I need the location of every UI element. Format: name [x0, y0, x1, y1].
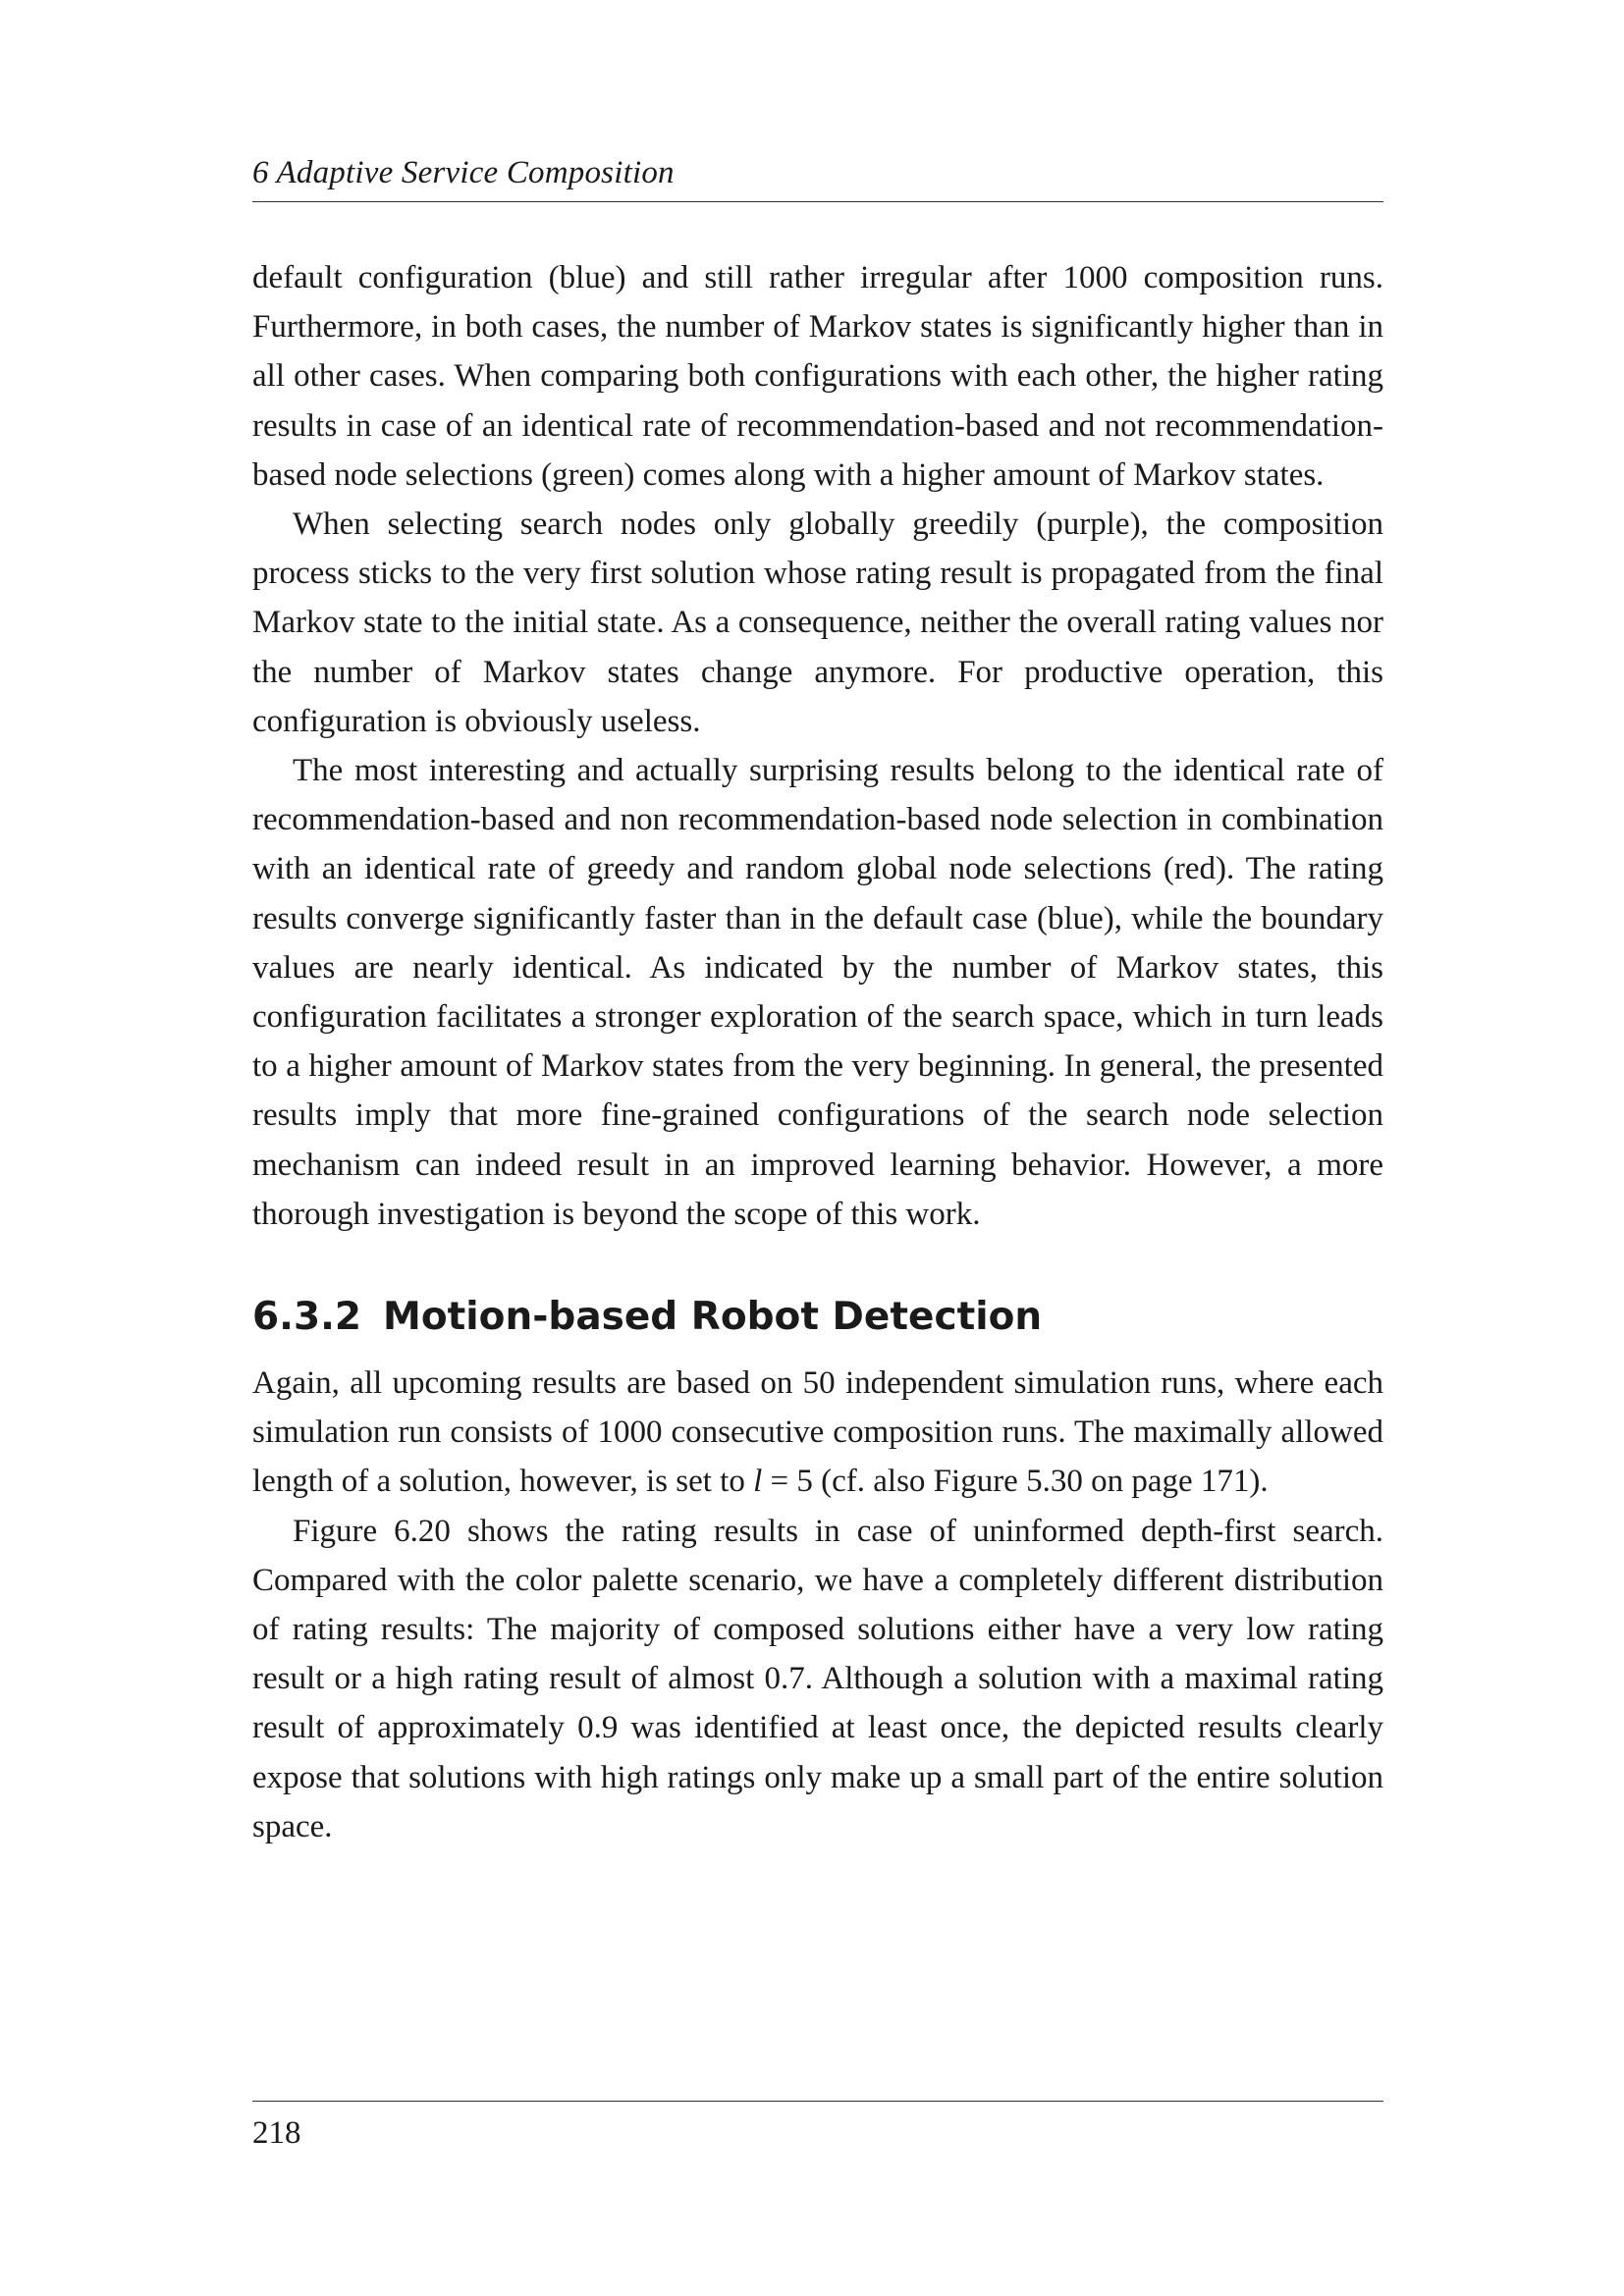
body-text: [252, 253, 1383, 1851]
paragraph-interesting-results: The most interesting and actually surprising results belong to the identical rate of recommendation-based and non recommendation-based node selection in combination with an identical rate of greedy and random global node selections (red). The rating results converge significantly faster than in the default case (blue), while the boundary values are nearly identical. As indicated by the number of Markov states, this configuration facilitates a stronger exploration of the search space, which in turn leads to a higher amount of Markov states from the very beginning. In general, the presented results imply that more fine-grained configurations of the search node selection mechanism can indeed result in an improved learning behavior. However, a more thorough investigation is beyond the scope of this work.: [252, 753, 1383, 1232]
page-header: [252, 152, 1383, 202]
section-heading: [252, 1293, 1383, 1342]
page-footer: [252, 2101, 1383, 2151]
setup-text-end: = 5 (cf. also Figure 5.30 on page 171).: [762, 1464, 1269, 1500]
paragraph-greedy-selection: When selecting search nodes only globally greedily (purple), the composition process sticks to the very first solution whose rating result is propagated from the final Markov state to the initial state. As a consequence, neither the overall rating values nor the number of Markov states change anymore. For productive operation, this configuration is obviously useless.: [252, 507, 1383, 739]
section-number: 6.3.2: [252, 1295, 362, 1340]
page-number: 218: [252, 2115, 301, 2151]
math-variable-l: l: [753, 1464, 763, 1500]
paragraph-continued: default configuration (blue) and still rather irregular after 1000 composition runs. Furthermore, in both cases, the number of Markov states is significantly higher than in all other cases. When comparing both configurations with each other, the higher rating results in case of an identical rate of recommendation-based and not recommendation-based node selections (green) comes along with a higher amount of Markov states.: [252, 260, 1383, 493]
running-head: 6 Adaptive Service Composition: [252, 155, 675, 190]
section-title: Motion-based Robot Detection: [383, 1295, 1043, 1340]
paragraph-simulation-setup: [252, 1359, 1383, 1507]
setup-text-start: Again, all upcoming results are based on 50 independent simulation runs, where each simulation run consists of 1000 consecutive composition runs. The maximally allowed length of a solution, however, is set to: [252, 1365, 1383, 1500]
paragraph-figure-discussion: Figure 6.20 shows the rating results in case of uninformed depth-first search. Compared with the color palette scenario, we have a completely different distribution of rating results: The majority of composed solutions either have a very low rating result or a high rating result of almost 0.7. Although a solution with a maximal rating result of approximately 0.9 was identified at least once, the depicted results clearly expose that solutions with high ratings only make up a small part of the entire solution space.: [252, 1513, 1383, 1844]
